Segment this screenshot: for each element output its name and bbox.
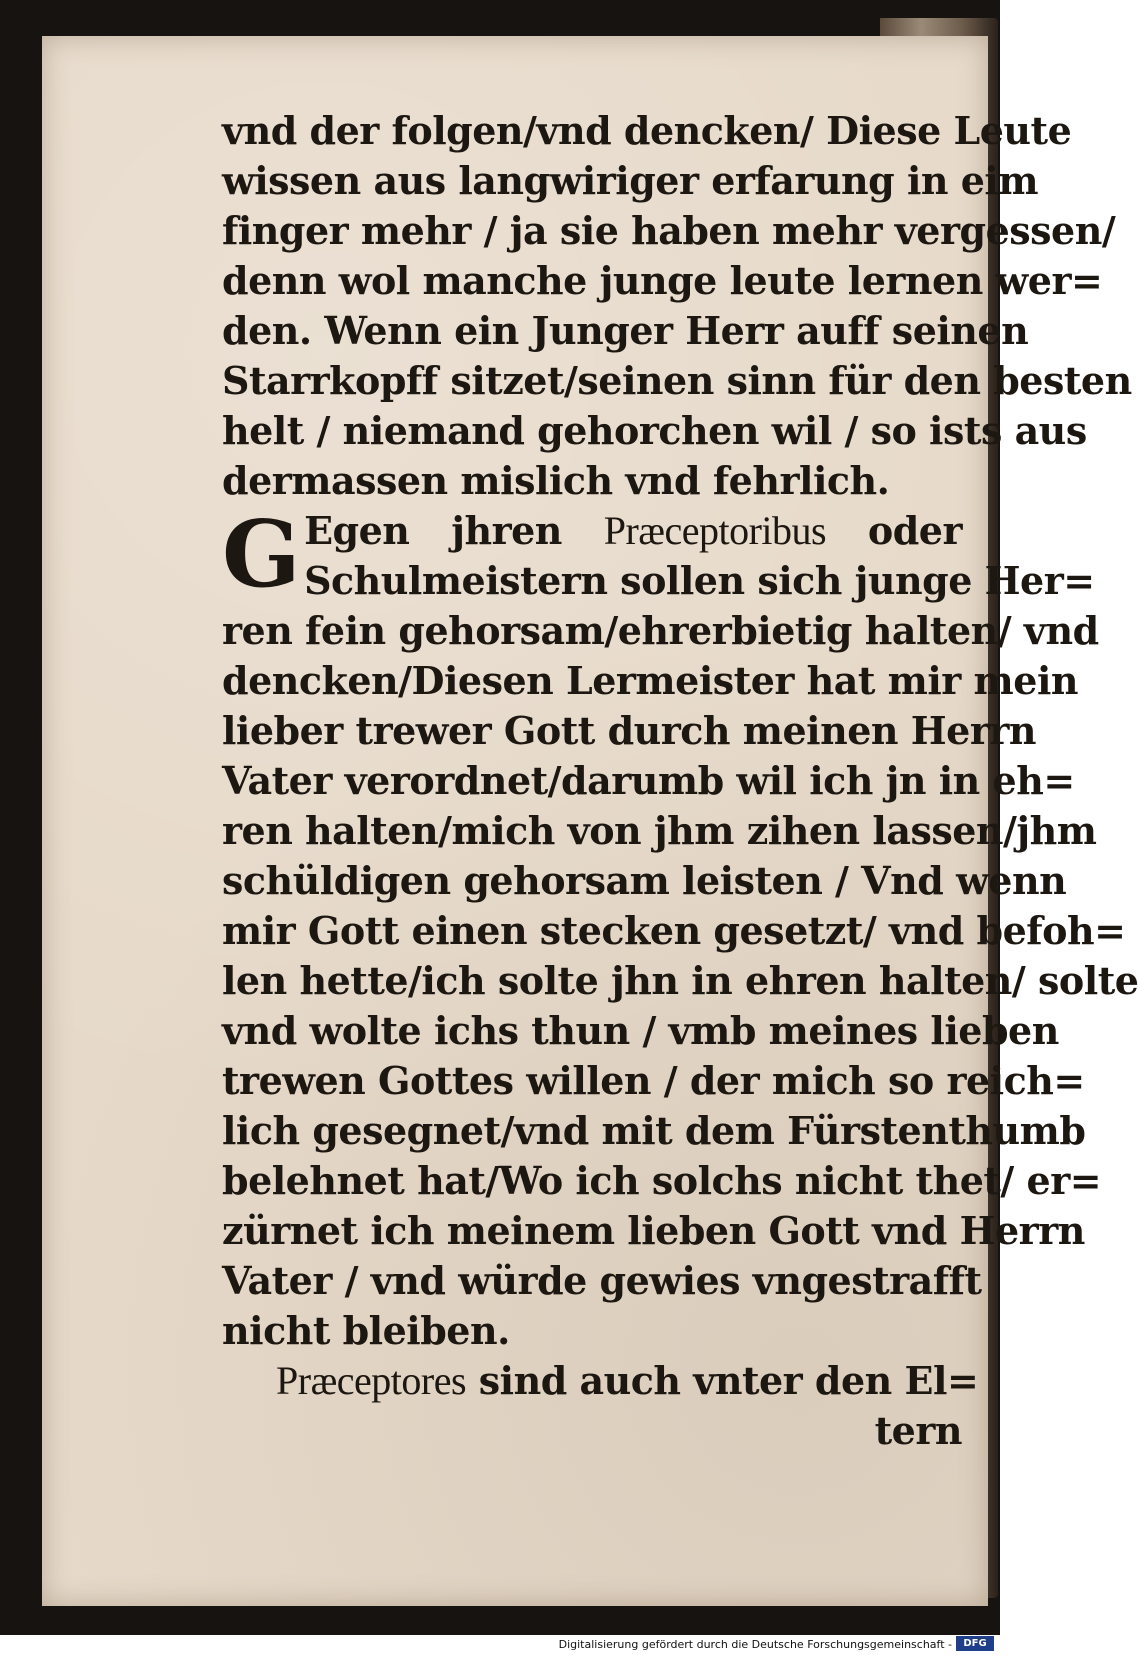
text-line: lich gesegnet/vnd mit dem Fürstenthumb	[222, 1108, 1086, 1153]
text-line: len hette/ich solte jhn in ehren halten/ solte	[222, 958, 1138, 1003]
text-line: finger mehr / ja sie haben mehr vergessen/	[222, 208, 1116, 253]
text-line: schüldigen gehorsam leisten / Vnd wenn	[222, 858, 1067, 903]
text-line: vnd wolte ichs thun / vmb meines lieben	[222, 1008, 1059, 1053]
text-line: Vater verordnet/darumb wil ich jn in eh=	[222, 758, 1075, 803]
text-line: wissen aus langwiriger erfarung in eim	[222, 158, 1039, 203]
latin-word: Præceptoribus	[603, 508, 827, 553]
paragraph-first-line	[222, 1356, 979, 1406]
catchword: tern	[874, 1408, 962, 1453]
text-line: vnd der folgen/vnd dencken/ Diese Leute	[222, 108, 1072, 153]
funding-credit: Digitalisierung gefördert durch die Deutsche Forschungsgemeinschaft -	[558, 1638, 952, 1651]
text-line: Schulmeistern sollen sich junge Her=	[304, 558, 1095, 603]
text-block	[222, 106, 1138, 1456]
book-page	[42, 36, 1138, 1606]
latin-word: Præceptores	[276, 1358, 467, 1403]
drop-cap-initial: G	[222, 500, 301, 608]
text-line: lieber trewer Gott durch meinen Herrn	[222, 708, 1037, 753]
text-line: trewen Gottes willen / der mich so reich=	[222, 1058, 1085, 1103]
text-line: helt / niemand gehorchen wil / so ists aus	[222, 408, 1087, 453]
text-line: denn wol manche junge leute lernen wer=	[222, 258, 1103, 303]
text-line: ren fein gehorsam/ehrerbietig halten/ vnd	[222, 608, 1099, 653]
dfg-logo: DFG	[956, 1636, 994, 1651]
text-line: mir Gott einen stecken gesetzt/ vnd befoh=	[222, 908, 1126, 953]
text-line: Vater / vnd würde gewies vngestrafft	[222, 1258, 982, 1303]
text-line: Starrkopff sitzet/seinen sinn für den besten	[222, 358, 1132, 403]
line-text: sind auch vnter den El=	[466, 1358, 979, 1403]
text-line: den. Wenn ein Junger Herr auff seinen	[222, 308, 1029, 353]
text-line: ren halten/mich von jhm zihen lassen/jhm	[222, 808, 1097, 853]
line-text: oder	[826, 508, 963, 553]
line-text: Egen jhren	[304, 508, 604, 553]
text-line: zürnet ich meinem lieben Gott vnd Herrn	[222, 1208, 1085, 1253]
text-line: dencken/Diesen Lermeister hat mir mein	[222, 658, 1079, 703]
text-line: belehnet hat/Wo ich solchs nicht thet/ er=	[222, 1158, 1102, 1203]
text-line: nicht bleiben.	[222, 1308, 510, 1353]
text-line: dermassen mislich vnd fehrlich.	[222, 458, 890, 503]
